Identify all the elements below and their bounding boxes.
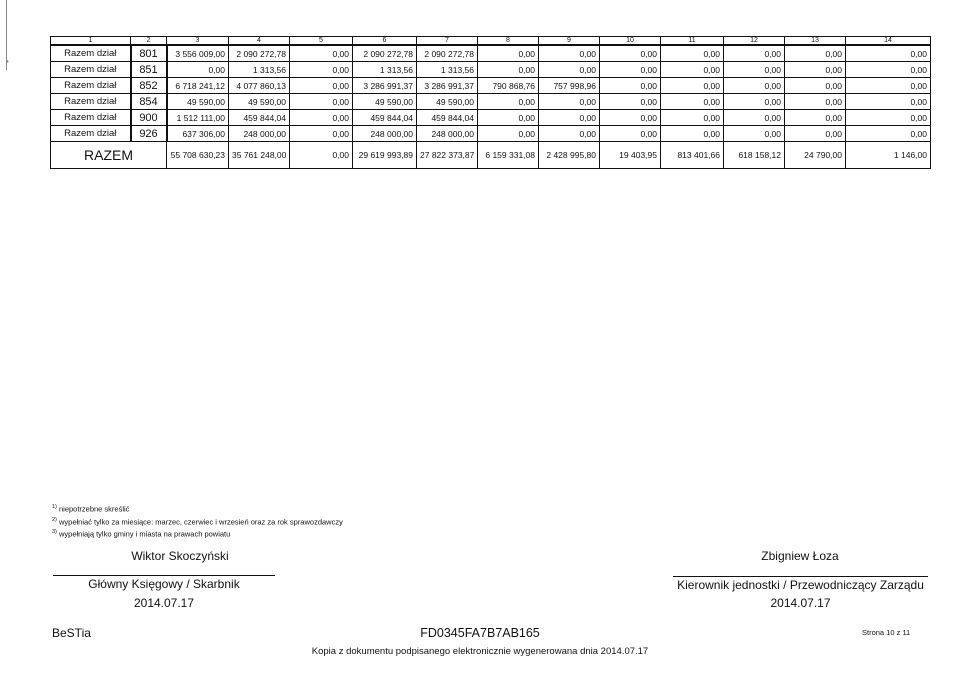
section-code: 926 [131,126,167,142]
amount-cell: 0,00 [724,126,785,142]
signer-right-name: Zbigniew Łoza [761,549,839,563]
amount-cell: 0,00 [600,110,661,126]
footnote-text: wypełniają tylko gminy i miasta na prawach powiatu [58,529,231,539]
scan-speck: • [6,57,9,66]
amount-cell: 459 844,04 [353,110,417,126]
table-row [51,126,931,142]
amount-cell: 459 844,04 [417,110,478,126]
amount-cell: 0,00 [846,110,931,126]
amount-cell: 0,00 [478,110,539,126]
signer-left-date: 2014.07.17 [133,596,195,610]
amount-cell: 4 077 860,13 [229,78,290,94]
footnote [52,502,343,515]
amount-cell: 0,00 [290,94,353,110]
section-code: 851 [131,62,167,78]
amount-cell: 0,00 [167,62,229,78]
col-number: 12 [724,37,785,46]
amount-cell: 24 790,00 [785,142,846,169]
amount-cell: 618 158,12 [724,142,785,169]
page-number: Strona 10 z 11 [862,628,911,637]
amount-cell: 637 306,00 [167,126,229,142]
amount-cell: 0,00 [846,62,931,78]
amount-cell: 0,00 [539,94,600,110]
amount-cell: 2 428 995,80 [539,142,600,169]
amount-cell: 0,00 [724,45,785,62]
amount-cell: 6 159 331,08 [478,142,539,169]
amount-cell: 3 556 009,00 [167,45,229,62]
col-number: 9 [539,37,600,46]
row-label: Razem dział [51,45,131,62]
col-number: 11 [661,37,724,46]
col-number: 6 [353,37,417,46]
amount-cell: 0,00 [846,78,931,94]
section-code: 900 [131,110,167,126]
col-number: 8 [478,37,539,46]
footnote-mark: 3) [52,529,57,535]
table-row [51,62,931,78]
amount-cell: 0,00 [600,94,661,110]
column-number-row [51,37,931,46]
amount-cell: 248 000,00 [417,126,478,142]
amount-cell: 248 000,00 [353,126,417,142]
table-row [51,78,931,94]
amount-cell: 0,00 [290,78,353,94]
table-row [51,45,931,62]
amount-cell: 0,00 [478,62,539,78]
col-number: 1 [51,37,131,46]
amount-cell: 0,00 [661,78,724,94]
amount-cell: 0,00 [290,126,353,142]
amount-cell: 0,00 [661,94,724,110]
footnote-mark: 1) [52,504,57,510]
amount-cell: 6 718 241,12 [167,78,229,94]
footnote [52,515,343,528]
amount-cell: 0,00 [539,126,600,142]
amount-cell: 248 000,00 [229,126,290,142]
amount-cell: 3 286 991,37 [353,78,417,94]
amount-cell: 813 401,66 [661,142,724,169]
amount-cell: 2 090 272,78 [353,45,417,62]
row-label: Razem dział [51,94,131,110]
amount-cell: 0,00 [478,126,539,142]
document-hash: FD0345FA7B7AB165 [420,626,540,640]
table-row [51,110,931,126]
amount-cell: 0,00 [846,45,931,62]
signer-left-name: Wiktor Skoczyński [131,549,229,563]
amount-cell: 0,00 [478,45,539,62]
col-number: 7 [417,37,478,46]
footnotes [52,502,343,540]
row-label: Razem dział [51,110,131,126]
amount-cell: 35 761 248,00 [229,142,290,169]
amount-cell: 49 590,00 [229,94,290,110]
row-label: Razem dział [51,62,131,78]
col-number: 13 [785,37,846,46]
amount-cell: 0,00 [785,110,846,126]
amount-cell: 0,00 [724,110,785,126]
amount-cell: 3 286 991,37 [417,78,478,94]
amount-cell: 49 590,00 [353,94,417,110]
section-code: 852 [131,78,167,94]
table-row [51,94,931,110]
amount-cell: 790 868,76 [478,78,539,94]
amount-cell: 459 844,04 [229,110,290,126]
row-label: Razem dział [51,78,131,94]
amount-cell: 0,00 [290,142,353,169]
col-number: 14 [846,37,931,46]
amount-cell: 0,00 [661,45,724,62]
amount-cell: 0,00 [539,45,600,62]
amount-cell: 1 313,56 [417,62,478,78]
signature-line-right [673,576,928,577]
col-number: 4 [229,37,290,46]
footnote-text: niepotrzebne skreślić [58,504,130,514]
amount-cell: 1 313,56 [353,62,417,78]
amount-cell: 0,00 [785,126,846,142]
electronic-copy-note: Kopia z dokumentu podpisanego elektronicznie wygenerowana dnia 2014.07.17 [311,646,649,657]
amount-cell: 0,00 [539,110,600,126]
software-name: BeSTia [52,626,91,640]
col-number: 10 [600,37,661,46]
row-label: RAZEM [51,142,167,169]
amount-cell: 0,00 [290,110,353,126]
total-row [51,142,931,169]
amount-cell: 0,00 [785,62,846,78]
section-code: 854 [131,94,167,110]
amount-cell: 757 998,96 [539,78,600,94]
signature-line-left [53,575,275,576]
amount-cell: 2 090 272,78 [229,45,290,62]
footnote [52,527,343,540]
footnote-mark: 2) [52,516,57,523]
signer-right-date: 2014.07.17 [770,596,831,610]
amount-cell: 0,00 [846,126,931,142]
amount-cell: 0,00 [478,94,539,110]
amount-cell: 0,00 [600,45,661,62]
amount-cell: 2 090 272,78 [417,45,478,62]
amount-cell: 0,00 [846,94,931,110]
amount-cell: 0,00 [290,45,353,62]
footnote-text: wypełniać tylko za miesiące: marzec, czerwiec i wrzesień oraz za rok sprawozdawczy [58,517,343,526]
amount-cell: 0,00 [539,62,600,78]
amount-cell: 0,00 [785,78,846,94]
amount-cell: 49 590,00 [417,94,478,110]
amount-cell: 0,00 [290,62,353,78]
row-label: Razem dział [51,126,131,142]
amount-cell: 0,00 [724,62,785,78]
amount-cell: 0,00 [600,62,661,78]
amount-cell: 49 590,00 [167,94,229,110]
signer-right-role: Kierownik jednostki / Przewodniczący Zarządu [677,578,924,592]
amount-cell: 0,00 [724,78,785,94]
signer-left-role: Główny Księgowy / Skarbnik [88,577,240,591]
amount-cell: 1 146,00 [846,142,931,169]
col-number: 5 [290,37,353,46]
col-number: 2 [131,37,167,46]
amount-cell: 1 313,56 [229,62,290,78]
amount-cell: 0,00 [724,94,785,110]
amount-cell: 29 619 993,89 [353,142,417,169]
amount-cell: 0,00 [661,62,724,78]
amount-cell: 1 512 111,00 [167,110,229,126]
amount-cell: 0,00 [600,126,661,142]
section-code: 801 [131,45,167,62]
budget-report-table [50,36,931,169]
amount-cell: 0,00 [785,45,846,62]
amount-cell: 0,00 [661,126,724,142]
col-number: 3 [167,37,229,46]
amount-cell: 0,00 [600,78,661,94]
amount-cell: 27 822 373,87 [417,142,478,169]
amount-cell: 0,00 [661,110,724,126]
amount-cell: 0,00 [785,94,846,110]
amount-cell: 19 403,95 [600,142,661,169]
amount-cell: 55 708 630,23 [167,142,229,169]
